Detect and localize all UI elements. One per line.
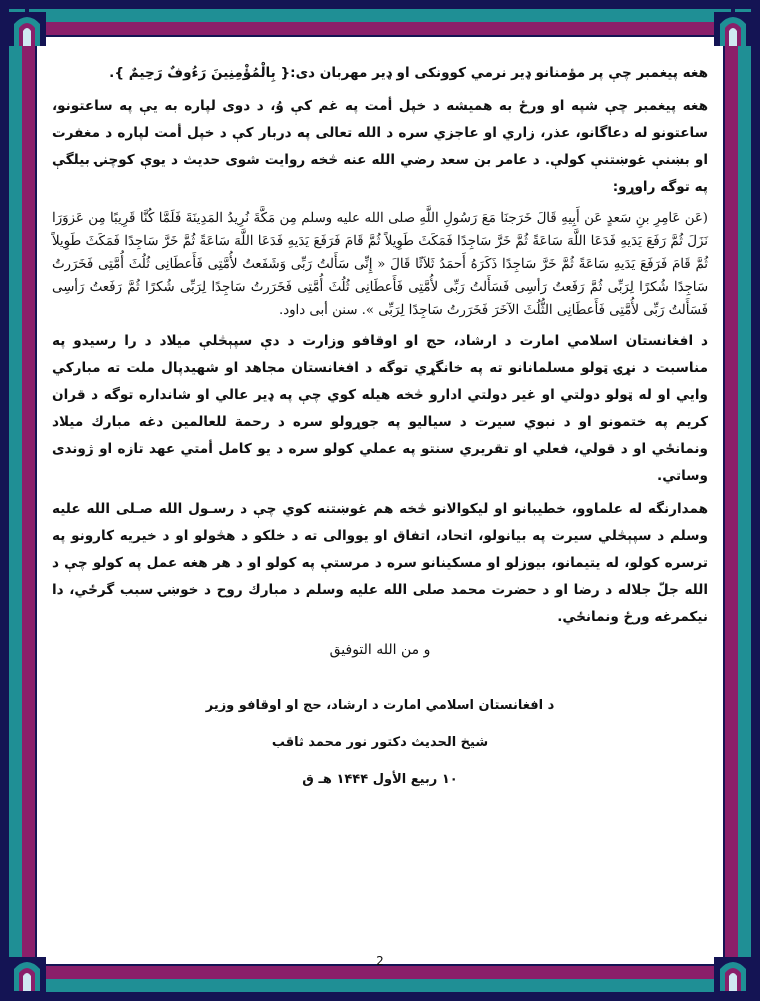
border-top-inner-line bbox=[35, 35, 725, 37]
document-body bbox=[52, 60, 708, 940]
mosque-arch-icon bbox=[6, 4, 48, 48]
border-right-purple bbox=[725, 22, 738, 979]
closing-line: و من الله التوفيق bbox=[329, 642, 431, 658]
paragraph-scholars-request: همدارنگه له علماوو، خطيبانو او ليكوالانو څخه هم غوښتنه كوي چې د رسـول الله صـلى الله عليه وسلم د سپېڅلي سيرت په بيانولو، اتحاد، اتفاق او يووالى ته د خلكو د هڅولو او د خيريه كارونو په ترسره كولو، له يتيمانو، بيوزلو او مسكينانو سره د مرستې په كولو او د هر هغه عمل په كولو چې د الله جلّ جلاله د رضا او د حضرت محمد صلى الله عليه وسلم د مبارك روح د خوښۍ سبب گرځي، دا نيكمرغه ورځ ونمانځي. bbox=[52, 501, 708, 625]
signature-name: شيخ الحديث دكتور نور محمد ثاقب bbox=[271, 735, 489, 750]
border-left-outer bbox=[0, 0, 9, 1001]
border-right-inner-line bbox=[723, 35, 725, 966]
border-left-inner-line bbox=[35, 35, 37, 966]
paragraph-ministry-announcement: د افغانستان اسلامي امارت د ارشاد، حج او اوقافو وزارت د دې سپېڅلې ميلاد د را رسيدو په مناسبت د نړۍ ټولو مسلمانانو ته په خانگړي توگه د افغانستان مجاهد او شهيدپال ملت ته مباركي وايي او له ټولو دولتي او غير دولتي ادارو څخه هيله كوي چې په ډير عالي او شانداره توگه د قران كريم په ختمونو او د نبوي سيرت د سيالیو په جوړولو سره د رحمة للعالمين دغه مبارك ميلاد ونمانځي او د قولي، فعلي او تقريري سنتو په عملي كولو سره د يو كامل أمتي عهد تازه او ژوندى وساتي. bbox=[52, 333, 708, 484]
border-bottom-teal bbox=[9, 979, 751, 992]
page-number: 2 bbox=[376, 954, 384, 968]
border-left-teal bbox=[9, 9, 22, 992]
border-left-purple bbox=[22, 22, 35, 979]
border-top-outer bbox=[0, 0, 760, 9]
border-bottom-outer bbox=[0, 992, 760, 1001]
border-right-teal bbox=[738, 9, 751, 992]
signature-date: ۱۰ ربيع الأول ۱۴۴۴ هـ ق bbox=[302, 772, 458, 787]
paragraph-prophet-mercy: هغه پيغمبر چې پر مؤمنانو ډير نرمي كوونكى او ډير مهربان دى:{ بِالْمُؤْمِنِينَ رَءُوفٌ رَحِيمٌ }. bbox=[109, 65, 708, 81]
paragraph-hadith: (عَن عَامِرِ بنِ سَعدٍ عَن أَبِيهِ قَالَ خَرَجنَا مَعَ رَسُولِ اللَّهِ صلى الله عليه وسلم مِن مَكَّةَ نُرِيدُ المَدِينَةَ فَلَمَّا كُنَّا قَرِيبًا مِن عَزوَرَا نَزَلَ ثُمَّ رَفَعَ يَدَيهِ فَدَعَا اللَّهَ سَاعَةً ثُمَّ خَرَّ سَاجِدًا فَمَكَثَ طَوِيلاً ثُمَّ قَامَ فَرَفَعَ يَدَيهِ فَدَعَا اللَّهَ سَاعَةً ثُمَّ خَرَّ سَاجِدًا فَمَكَثَ طَوِيلاً ثُمَّ قَامَ فَرَفَعَ يَدَيهِ سَاعَةً ثُمَّ خَرَّ سَاجِدًا ذَكَرَهُ أَحمَدُ ثَلاَثًا قَالَ « إِنِّى سَأَلتُ رَبِّى وَشَفَعتُ لأُمَّتِى فَأَعطَانِى ثُلُثَ أُمَّتِى فَخَرَرتُ سَاجِدًا شُكرًا لِرَبِّى ثُمَّ رَفَعتُ رَأسِى فَسَأَلتُ رَبِّى لأُمَّتِى فَأَعطَانِى ثُلُثَ أُمَّتِى فَخَرَرتُ سَاجِدًا لِرَبِّى شُكرًا ثُمَّ رَفَعتُ رَأسِى فَسَأَلتُ رَبِّى لأُمَّتِى فَأَعطَانِى الثُّلُثَ الآخَرَ فَخَرَرتُ سَاجِدًا لِرَبِّى ». سنن أبى داود. bbox=[52, 211, 708, 318]
border-right-outer bbox=[751, 0, 760, 1001]
paragraph-prophet-prayers: هغه پيغمبر چې شپه او ورځ به هميشه د خپل أمت په غم كې وُ، د دوی لپاره به يې په ساعتونو، ساعتونو له دعاگانو، عذر، زاري او عاجزي سره د الله تعالى په دربار كې د خپل أمت لپاره د مغفرت او بښنې غوښتنې كولې. د عامر بن سعد رضي الله عنه څخه روايت شوى حديث د يوې كوچنۍ بيلگې په توگه راوړو: bbox=[52, 98, 708, 195]
border-top-purple bbox=[22, 22, 738, 35]
mosque-arch-icon bbox=[712, 4, 754, 48]
signature-title: د افغانستان اسلامي امارت د ارشاد، حج او اوقافو وزير bbox=[205, 698, 555, 713]
border-top-teal bbox=[9, 9, 751, 22]
